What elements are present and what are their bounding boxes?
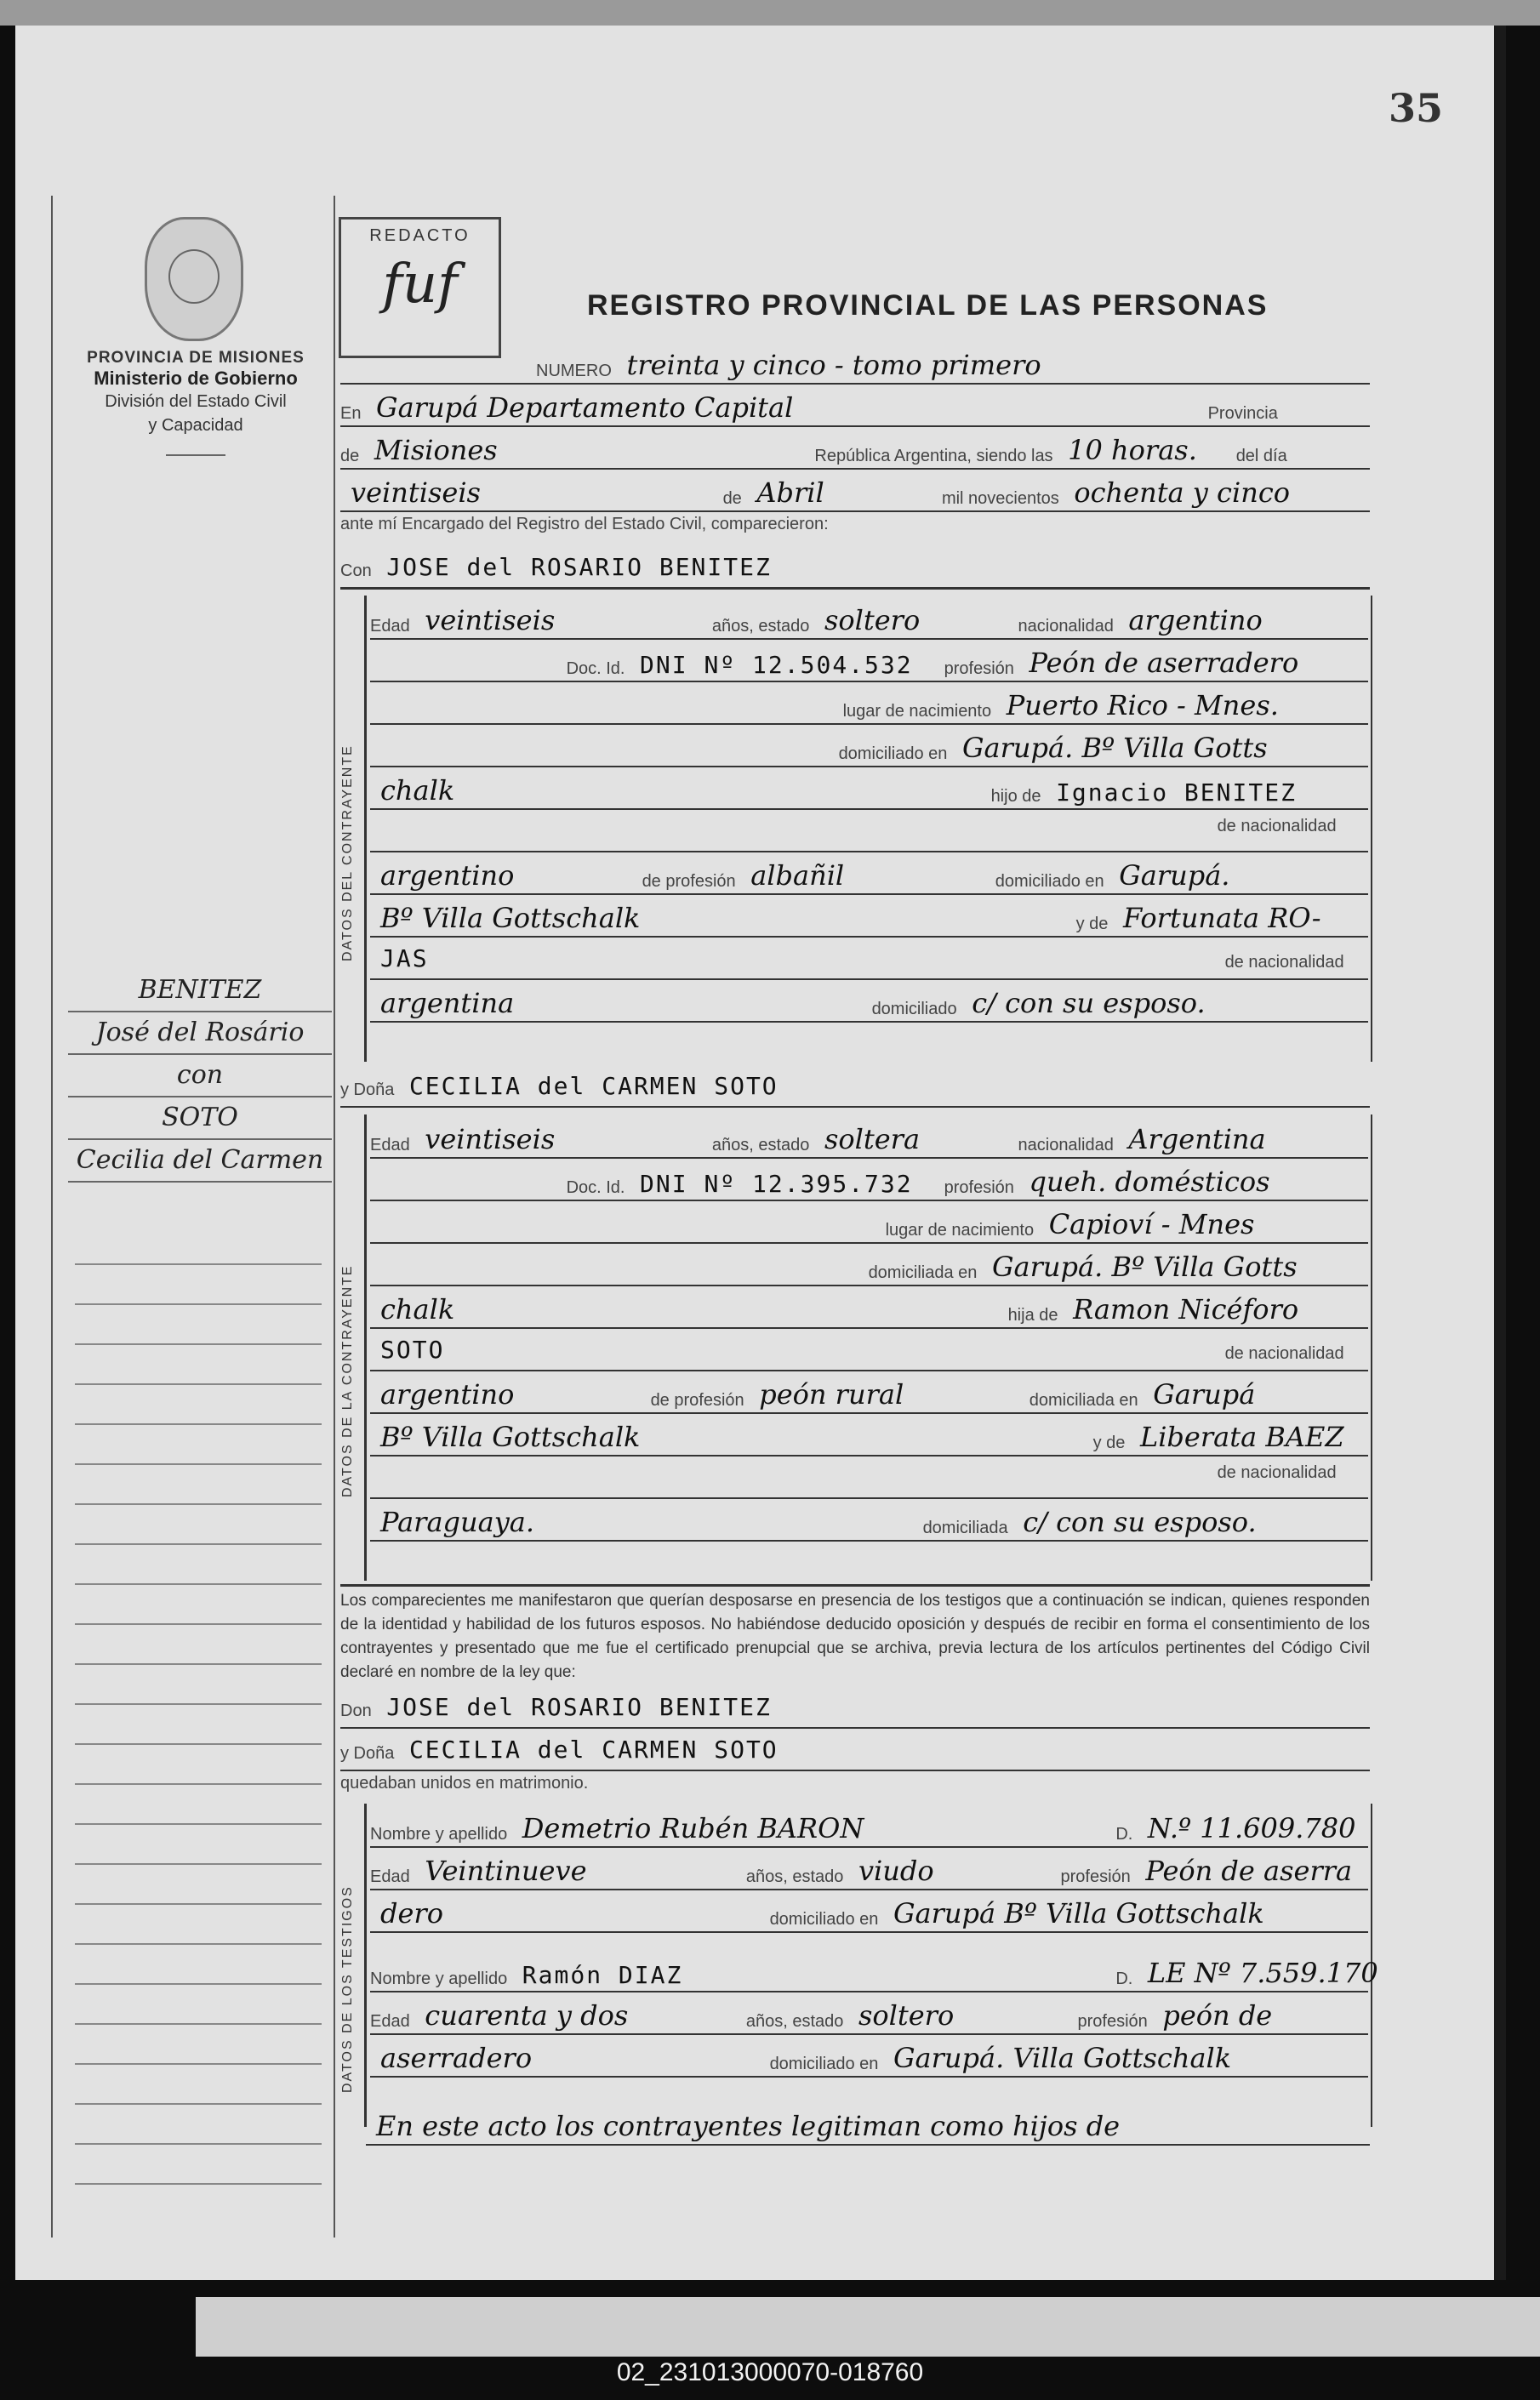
row-fecha: veintiseis de Abril mil novecientos ochenta y cinco — [340, 476, 1370, 512]
t2-row-nombre: Nombre y apellido Ramón DIAZ D. LE Nº 7.559.170 — [370, 1957, 1368, 1992]
page-number: 35 — [1388, 85, 1443, 131]
c2-row-doc: Doc. Id. DNI Nº 12.395.732 profesión queh. domésticos — [370, 1166, 1368, 1201]
c1-row-madre-dom: argentina domiciliado c/ con su esposo. — [370, 987, 1368, 1023]
closing-row — [366, 2110, 1370, 2146]
c1-row-padre: argentino de profesión albañil domiciliado en Garupá. — [370, 859, 1368, 895]
anio-value: ochenta y cinco — [1074, 476, 1290, 509]
margin-ruled-lines — [75, 1225, 322, 2185]
stamp-label: REDACTO — [369, 226, 471, 245]
c2-row-de-nac2: de nacionalidad — [370, 1463, 1368, 1499]
c1-row-de-nac: de nacionalidad — [370, 817, 1368, 852]
margin-note-line: SOTO — [68, 1097, 332, 1140]
row-union-dona: y Doña CECILIA del CARMEN SOTO — [340, 1736, 1370, 1771]
c2-row-edad: Edad veintiseis años, estado soltera nacionalidad Argentina — [370, 1123, 1368, 1159]
contrayente1-name: JOSE del ROSARIO BENITEZ — [386, 553, 772, 581]
section-divider — [340, 1584, 1370, 1587]
c1-row-doc: Doc. Id. DNI Nº 12.504.532 profesión Peón de aserradero — [370, 647, 1368, 682]
row-union-don: Don JOSE del ROSARIO BENITEZ — [340, 1693, 1370, 1729]
footer-code: 02_231013000070-018760 — [616, 2358, 924, 2386]
t1-row-domicilio: dero domiciliado en Garupá Bº Villa Gottschalk — [370, 1897, 1368, 1933]
margin-note-line: José del Rosário — [68, 1012, 332, 1055]
row-numero: NUMERO treinta y cinco - tomo primero — [340, 349, 1370, 385]
row-con: Con JOSE del ROSARIO BENITEZ — [340, 553, 1370, 590]
horas-value: 10 horas. — [1068, 434, 1197, 466]
c1-row-edad: Edad veintiseis años, estado soltero nacionalidad argentino — [370, 604, 1368, 640]
t1-row-nombre: Nombre y apellido Demetrio Rubén BARON D. N.º 11.609.780 — [370, 1812, 1368, 1848]
t2-row-edad: Edad cuarenta y dos años, estado soltero profesión peón de — [370, 1999, 1368, 2035]
ministry-header — [60, 349, 332, 456]
c2-row-domicilio: domiciliada en Garupá. Bº Villa Gotts — [370, 1251, 1368, 1286]
row-y-dona: y Doña CECILIA del CARMEN SOTO — [340, 1072, 1370, 1108]
c2-row-lugar: lugar de nacimiento Capioví - Mnes — [370, 1208, 1368, 1244]
c2-row-hija: chalk hija de Ramon Nicéforo — [370, 1293, 1368, 1329]
ministry-line3: División del Estado Civil — [105, 392, 287, 411]
mes-value: Abril — [756, 476, 824, 509]
margin-note — [68, 970, 332, 1183]
c1-row-domicilio: domiciliado en Garupá. Bº Villa Gotts — [370, 732, 1368, 767]
c2-row-padre: argentino de profesión peón rural domiciliada en Garupá — [370, 1378, 1368, 1414]
testigos-section-label: DATOS DE LOS TESTIGOS — [340, 1885, 355, 2093]
coat-of-arms-seal-icon — [145, 217, 243, 341]
margin-note-line: BENITEZ — [68, 970, 332, 1012]
closing-text: En este acto los contrayentes legitiman como hijos de — [376, 2110, 1121, 2142]
contrayente2-name: CECILIA del CARMEN SOTO — [408, 1072, 779, 1100]
provincia-value: Misiones — [374, 434, 498, 466]
c2-row-madre-dom: Paraguaya. domiciliada c/ con su esposo. — [370, 1506, 1368, 1542]
t1-row-edad: Edad Veintinueve años, estado viudo profesión Peón de aserra — [370, 1855, 1368, 1890]
c1-row-lugar: lugar de nacimiento Puerto Rico - Mnes. — [370, 689, 1368, 725]
margin-note-line: Cecilia del Carmen — [68, 1140, 332, 1183]
ministry-line1: PROVINCIA DE MISIONES — [87, 349, 305, 367]
document-title: REGISTRO PROVINCIAL DE LAS PERSONAS — [587, 289, 1269, 322]
c2-row-madre: Bº Villa Gottschalk y de Liberata BAEZ — [370, 1421, 1368, 1457]
page-top-shadow — [0, 0, 1540, 26]
ministry-divider — [166, 454, 225, 456]
stamp-signature: fuf — [382, 253, 458, 316]
ministry-line4: y Capacidad — [148, 416, 243, 435]
en-value: Garupá Departamento Capital — [376, 391, 794, 424]
redacto-stamp — [339, 217, 501, 358]
numero-value: treinta y cinco - tomo primero — [626, 349, 1041, 381]
row-ante: ante mí Encargado del Registro del Estado Civil, comparecieron: — [340, 515, 829, 533]
dia-value: veintiseis — [351, 476, 481, 509]
contrayente2-section-label: DATOS DE LA CONTRAYENTE — [340, 1264, 355, 1497]
row-en: En Garupá Departamento Capital Provincia — [340, 391, 1370, 427]
scan-bottom-strip — [196, 2297, 1540, 2357]
ministry-line2: Ministerio de Gobierno — [94, 368, 298, 389]
c1-row-madre: Bº Villa Gottschalk y de Fortunata RO- — [370, 902, 1368, 938]
c1-row-hijo: chalk hijo de Ignacio BENITEZ — [370, 774, 1368, 810]
margin-note-line: con — [68, 1055, 332, 1097]
contrayente-section-label: DATOS DEL CONTRAYENTE — [340, 744, 355, 961]
t2-row-domicilio: aserradero domiciliado en Garupá. Villa Gottschalk — [370, 2042, 1368, 2078]
c1-row-madre2: JAS de nacionalidad — [370, 944, 1368, 980]
c2-row-de-nac: SOTO de nacionalidad — [370, 1336, 1368, 1371]
row-provincia: de Misiones República Argentina, siendo las 10 horas. del día — [340, 434, 1370, 470]
row-quedaban: quedaban unidos en matrimonio. — [340, 1774, 589, 1793]
declaration-text: Los comparecientes me manifestaron que querían desposarse en presencia de los testigos que a continuación se indican, quienes responden de la identidad y habilidad de los futuros esposos. No habiéndose deducido oposición y después de recibir en forma el consentimiento de los contrayentes y presentado que me fue el certificado prenupcial que se archiva, previa lectura de los artículos pertinentes del Código Civil declaré en nombre de la ley que: — [340, 1592, 1370, 1681]
